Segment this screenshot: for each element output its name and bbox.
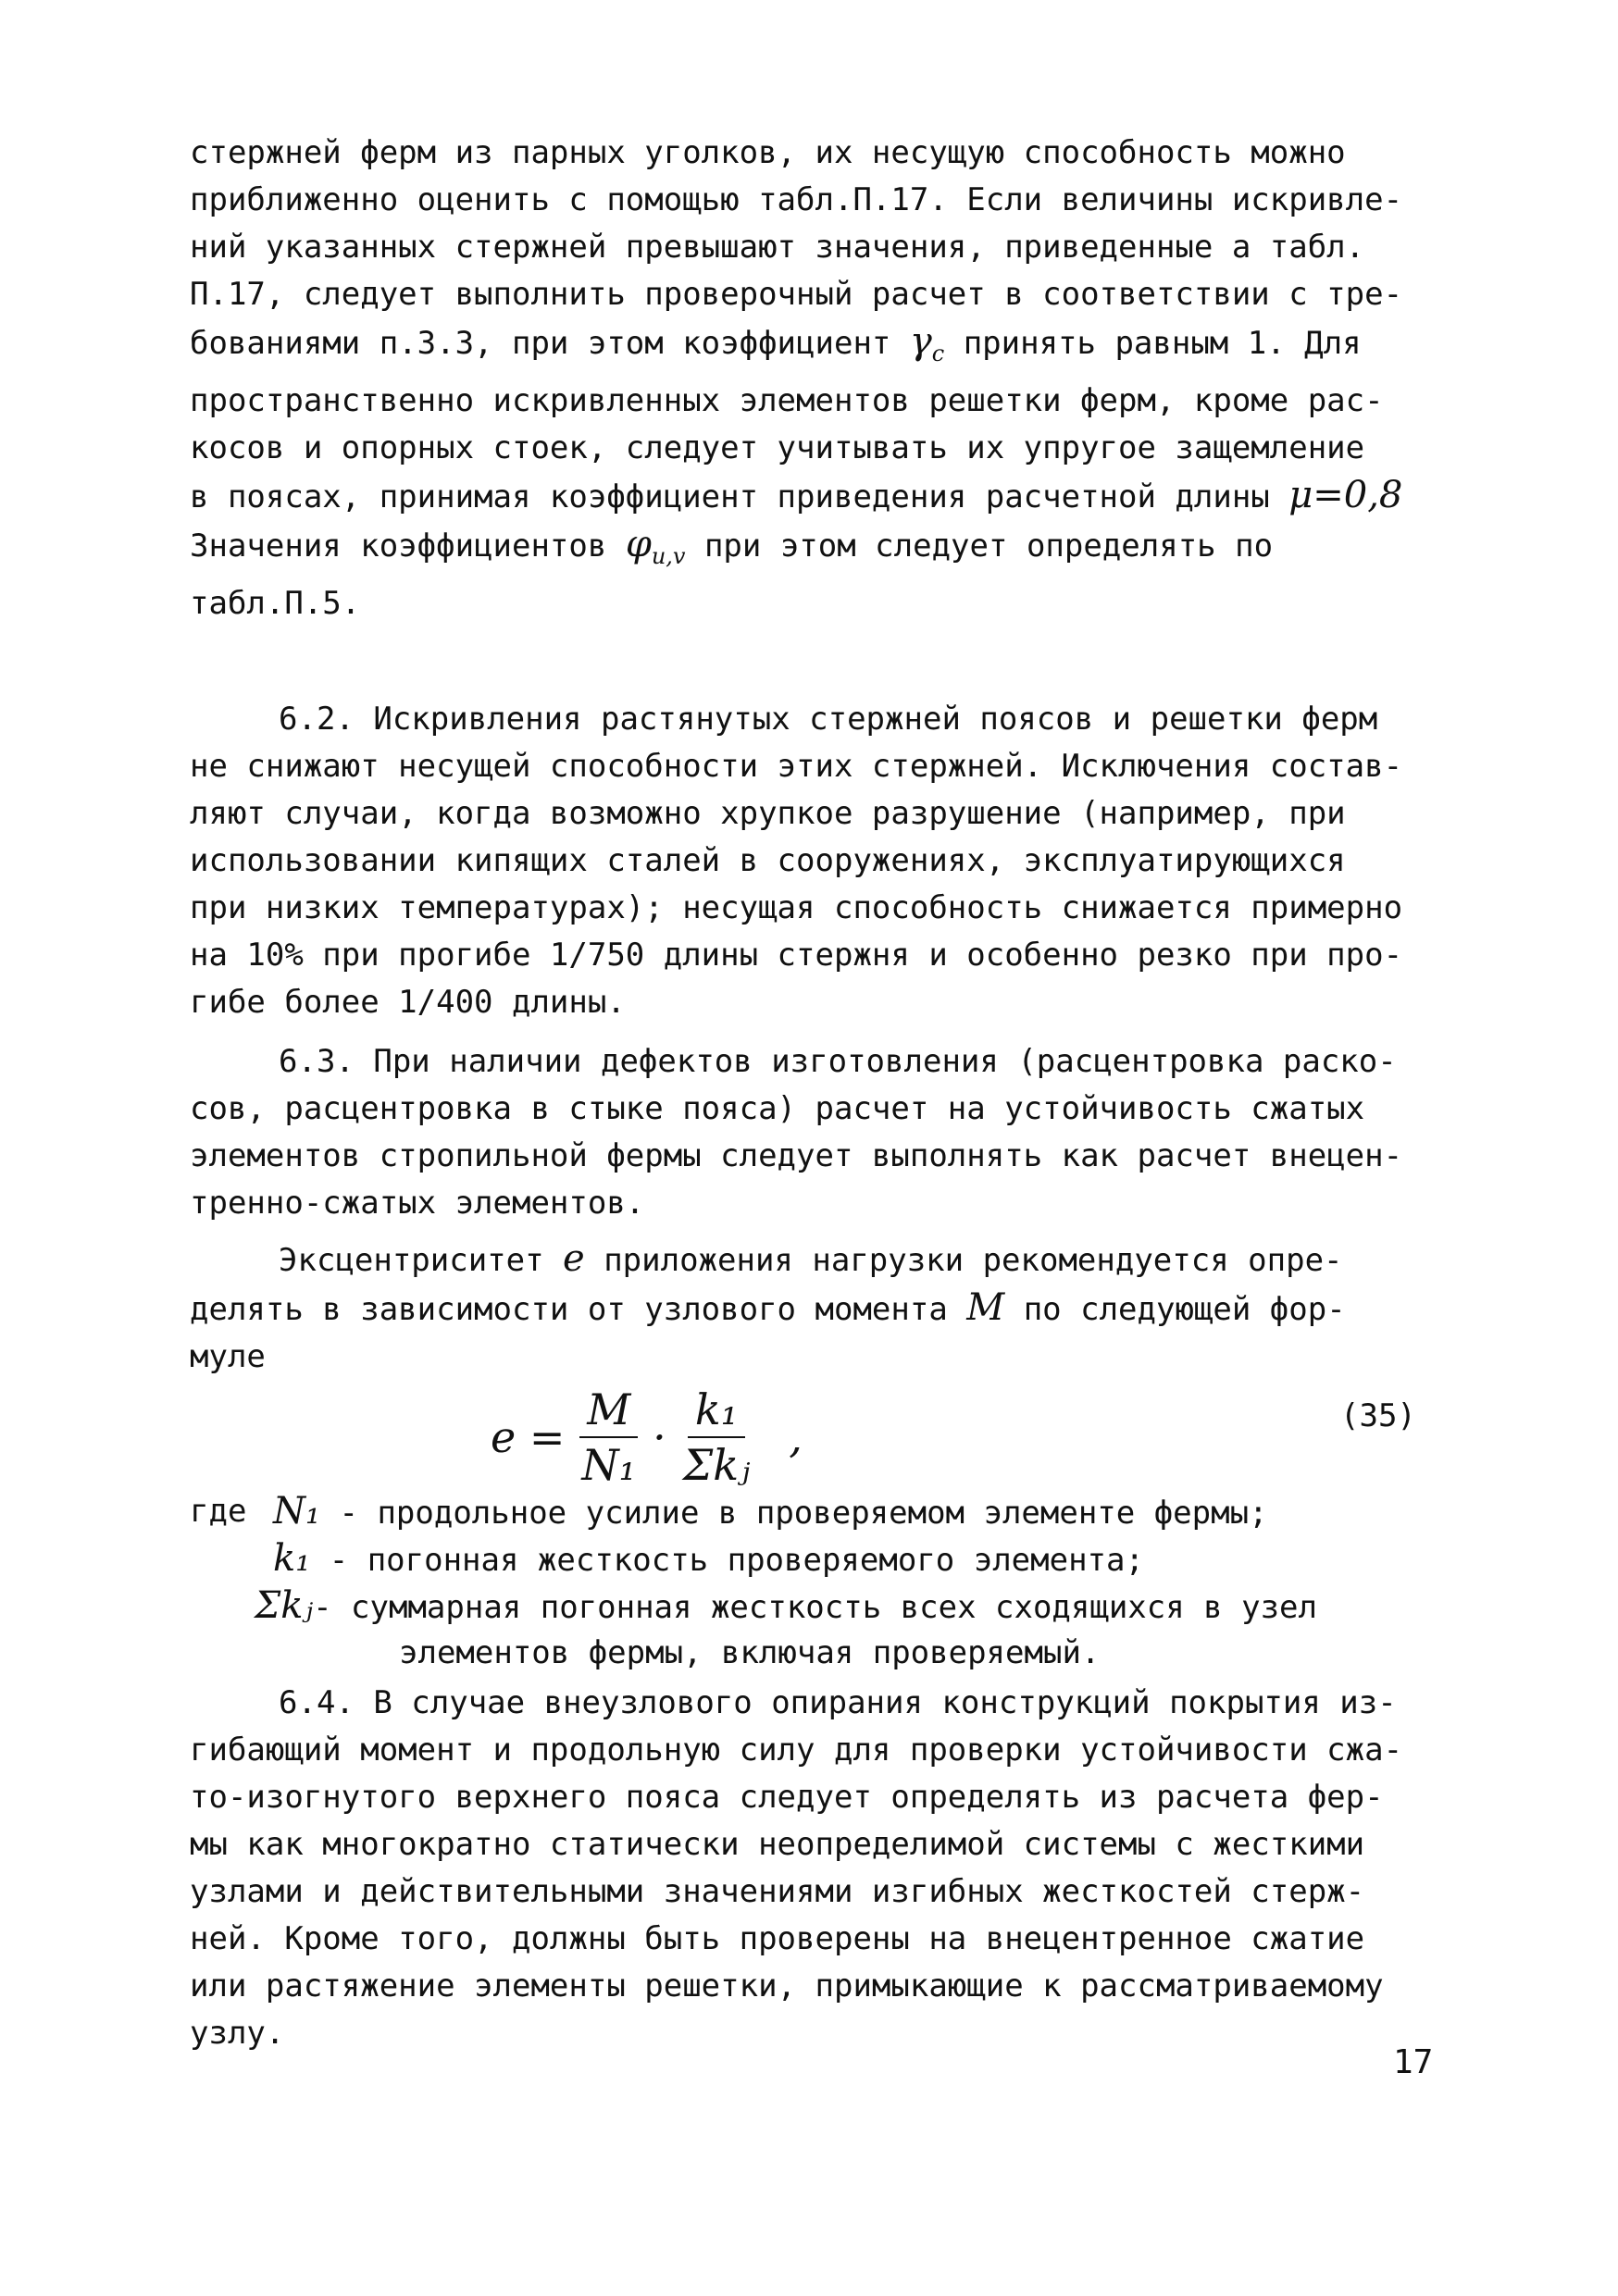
text-line: то-изогнутого верхнего пояса следует определять из расчета фер- [190,1779,1384,1816]
text-line: не снижают несущей способности этих стержней. Исключения состав- [190,748,1403,785]
text-segment: делять в зависимости от узлового момента [190,1291,967,1328]
formula-lhs: e = [491,1412,566,1462]
fraction-k-over-sum [676,1384,758,1490]
text-line: гибающий момент и продольную силу для проверки устойчивости сжа- [190,1731,1403,1769]
text-segment: при этом следует определять по [685,527,1274,565]
definition-text: - погонная жесткость проверяемого элемента; [310,1542,1144,1579]
text-line: при низких температурах); несущая способность снижается примерно [190,889,1403,926]
formula-comma: , [789,1412,803,1462]
sum-kj-symbol: Σkⱼ [255,1584,314,1627]
text-line: использовании кипящих сталей в сооружениях, эксплуатирующихся [190,842,1346,879]
text-line: П.17, следует выполнить проверочный расчет в соответствии с тре- [190,276,1403,313]
text-line: табл.П.5. [190,585,361,622]
text-line: косов и опорных стоек, следует учитывать их упругое защемление [190,429,1365,466]
text-line: стержней ферм из парных уголков, их несущую способность можно [190,134,1346,171]
page-number: 17 [1393,2043,1434,2081]
paragraph-1 [190,130,1467,627]
text-segment: Эксцентриситет [279,1242,564,1279]
paragraph-3 [190,1038,1467,1227]
text-line: или растяжение элементы решетки, примыкающие к рассматриваемому [190,1967,1384,2004]
text-line: сов, расцентровка в стыке пояса) расчет на устойчивость сжатых [190,1090,1365,1127]
text-line: 6.2. Искривления растянутых стержней поясов и решетки ферм [279,701,1378,738]
text-line [190,521,1467,580]
definition-text: - продольное усилие в проверяемом элементе фермы; [320,1495,1268,1532]
fraction-m-over-n [574,1384,643,1490]
multiply-dot: · [653,1412,666,1462]
where-word: где [190,1493,247,1530]
text-line: узлу. [190,2015,285,2052]
text-line: приближенно оценить с помощью табл.П.17. Если величины искривле- [190,181,1403,218]
phi-symbol: φ [625,523,652,565]
definition-item [255,1582,1317,1632]
text-segment: принять равным 1. Для [944,325,1362,362]
text-line: 6.4. В случае внеузлового опирания конструкций покрытия из- [279,1684,1397,1721]
text-line: тренно-сжатых элементов. [190,1185,645,1222]
paragraph-2 [190,696,1467,1026]
definition-item [273,1488,1268,1537]
paragraph-4 [190,1235,1467,1381]
text-line: узлами и действительными значениями изгибных жесткостей стерж- [190,1873,1365,1910]
text-segment: в поясах, принимая коэффициент приведения расчетной длины [190,478,1289,515]
text-line: ней. Кроме того, должны быть проверены на внецентренное сжатие [190,1920,1365,1957]
text-line [190,1285,1467,1334]
text-segment: по следующей фор- [1004,1291,1346,1328]
n1-symbol: N₁ [273,1490,321,1533]
definition-text: - суммарная погонная жесткость всех сходящихся в узел [313,1589,1317,1626]
definition-continuation: элементов фермы, включая проверяемый. [399,1634,1101,1671]
text-line: на 10% при прогибе 1/750 длины стержня и особенно резко при про- [190,937,1403,974]
fraction-numerator: k₁ [688,1384,745,1438]
text-line: муле [190,1338,266,1375]
gamma-symbol: γ [909,320,932,363]
text-line: элементов стропильной фермы следует выполнять как расчет внецен- [190,1137,1403,1174]
text-segment: бованиями п.3.3, при этом коэффициент [190,325,910,362]
text-line: пространственно искривленных элементов решетки ферм, кроме рас- [190,382,1384,419]
fraction-denominator: Σkⱼ [682,1440,751,1490]
paragraph-5 [190,1680,1467,2057]
fraction-denominator: N₁ [581,1440,637,1490]
k1-symbol: k₁ [273,1537,311,1580]
gamma-subscript: c [931,341,945,366]
text-line: мы как многократно статически неопределимой системы с жесткими [190,1826,1365,1863]
text-line [190,318,1467,378]
text-line: гибе более 1/400 длины. [190,984,626,1021]
text-segment: Значения коэффициентов [190,527,626,565]
text-line: ляют случаи, когда возможно хрупкое разрушение (например, при [190,795,1346,832]
equation-number: (35) [1340,1397,1416,1434]
m-symbol: M [966,1286,1005,1329]
text-line: 6.3. При наличии дефектов изготовления (расцентровка раско- [279,1043,1397,1080]
phi-subscript: u,v [651,543,686,569]
text-line: ний указанных стержней превышают значения, приведенные а табл. [190,229,1365,266]
mu-symbol: μ=0,8 [1288,474,1403,516]
text-segment: приложения нагрузки рекомендуется опре- [584,1242,1343,1279]
formula-35 [491,1386,803,1488]
definition-item [273,1535,1144,1584]
text-line [190,1235,1467,1285]
fraction-numerator: M [579,1384,638,1438]
text-line [190,472,1467,521]
e-symbol: e [563,1237,585,1280]
